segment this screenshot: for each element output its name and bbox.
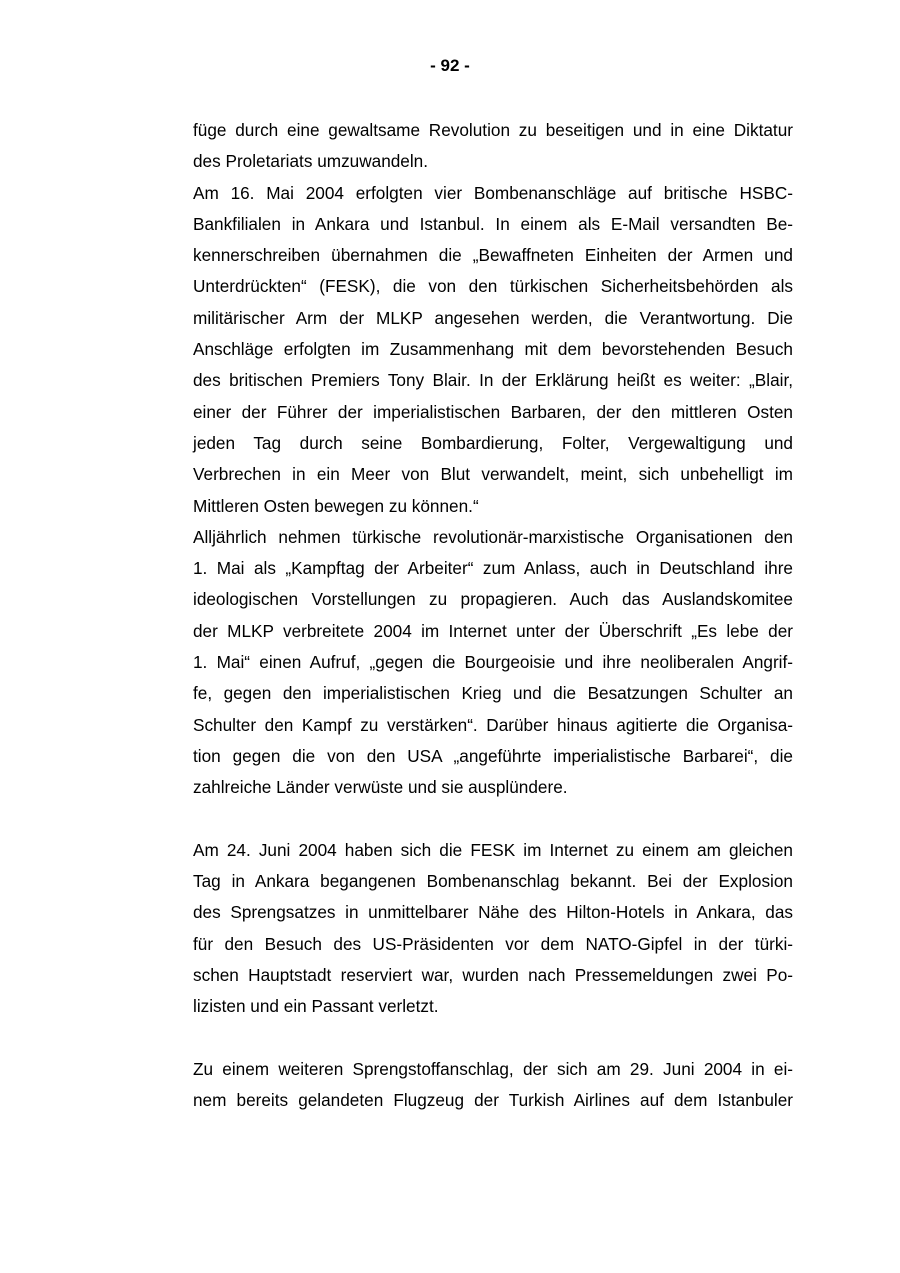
text-line: 1. Mai“ einen Aufruf, „gegen die Bourgeoisie und ihre neoliberalen Angrif- bbox=[193, 652, 793, 673]
text-line: Tag in Ankara begangenen Bombenanschlag bekannt. Bei der Explosion bbox=[193, 871, 793, 892]
text-line: 1. Mai als „Kampftag der Arbeiter“ zum Anlass, auch in Deutschland ihre bbox=[193, 558, 793, 579]
text-line: lizisten und ein Passant verletzt. bbox=[193, 996, 439, 1017]
text-line: Schulter den Kampf zu verstärken“. Darüber hinaus agitierte die Organisa- bbox=[193, 714, 793, 735]
text-line: Unterdrückten“ (FESK), die von den türkischen Sicherheitsbehörden als bbox=[193, 276, 793, 297]
text-line: des Proletariats umzuwandeln. bbox=[193, 151, 429, 172]
text-line: Am 24. Juni 2004 haben sich die FESK im Internet zu einem am gleichen bbox=[193, 839, 793, 860]
text-line: einer der Führer der imperialistischen Barbaren, der den mittleren Osten bbox=[193, 401, 793, 422]
paragraph-gap bbox=[193, 1023, 793, 1054]
text-line: ideologischen Vorstellungen zu propagieren. Auch das Auslandskomitee bbox=[193, 589, 793, 610]
text-line: der MLKP verbreitete 2004 im Internet unter der Überschrift „Es lebe der bbox=[193, 620, 793, 641]
paragraph bbox=[193, 178, 793, 522]
text-line: nem bereits gelandeten Flugzeug der Turkish Airlines auf dem Istanbuler bbox=[193, 1090, 793, 1111]
text-line: Am 16. Mai 2004 erfolgten vier Bombenanschläge auf britische HSBC- bbox=[193, 182, 793, 203]
paragraph bbox=[193, 115, 793, 178]
text-line: jeden Tag durch seine Bombardierung, Folter, Vergewaltigung und bbox=[193, 432, 793, 453]
text-line: Zu einem weiteren Sprengstoffanschlag, der sich am 29. Juni 2004 in ei- bbox=[193, 1058, 793, 1079]
text-line: Alljährlich nehmen türkische revolutionär-marxistische Organisationen den bbox=[193, 526, 793, 547]
text-line: des britischen Premiers Tony Blair. In der Erklärung heißt es weiter: „Blair, bbox=[193, 370, 793, 391]
text-line: militärischer Arm der MLKP angesehen werden, die Verantwortung. Die bbox=[193, 307, 793, 328]
text-line: tion gegen die von den USA „angeführte imperialistische Barbarei“, die bbox=[193, 745, 793, 766]
text-line: füge durch eine gewaltsame Revolution zu beseitigen und in eine Diktatur bbox=[193, 120, 793, 140]
paragraph bbox=[193, 1054, 793, 1117]
text-line: Anschläge erfolgten im Zusammenhang mit dem bevorstehenden Besuch bbox=[193, 339, 793, 360]
text-line: zahlreiche Länder verwüste und sie ausplündere. bbox=[193, 777, 568, 798]
text-line: für den Besuch des US-Präsidenten vor dem NATO-Gipfel in der türki- bbox=[193, 933, 793, 954]
paragraph bbox=[193, 522, 793, 804]
text-line: fe, gegen den imperialistischen Krieg und die Besatzungen Schulter an bbox=[193, 683, 793, 704]
text-line: Mittleren Osten bewegen zu können.“ bbox=[193, 495, 479, 516]
text-line: Bankfilialen in Ankara und Istanbul. In einem als E-Mail versandten Be- bbox=[193, 213, 793, 234]
paragraph bbox=[193, 835, 793, 1023]
page-number: - 92 - bbox=[430, 56, 470, 75]
text-line: kennerschreiben übernahmen die „Bewaffneten Einheiten der Armen und bbox=[193, 245, 793, 266]
body-text bbox=[193, 115, 793, 1117]
text-line: des Sprengsatzes in unmittelbarer Nähe des Hilton-Hotels in Ankara, das bbox=[193, 902, 793, 923]
text-line: schen Hauptstadt reserviert war, wurden nach Pressemeldungen zwei Po- bbox=[193, 965, 793, 986]
text-line: Verbrechen in ein Meer von Blut verwandelt, meint, sich unbehelligt im bbox=[193, 464, 793, 485]
paragraph-gap bbox=[193, 804, 793, 835]
